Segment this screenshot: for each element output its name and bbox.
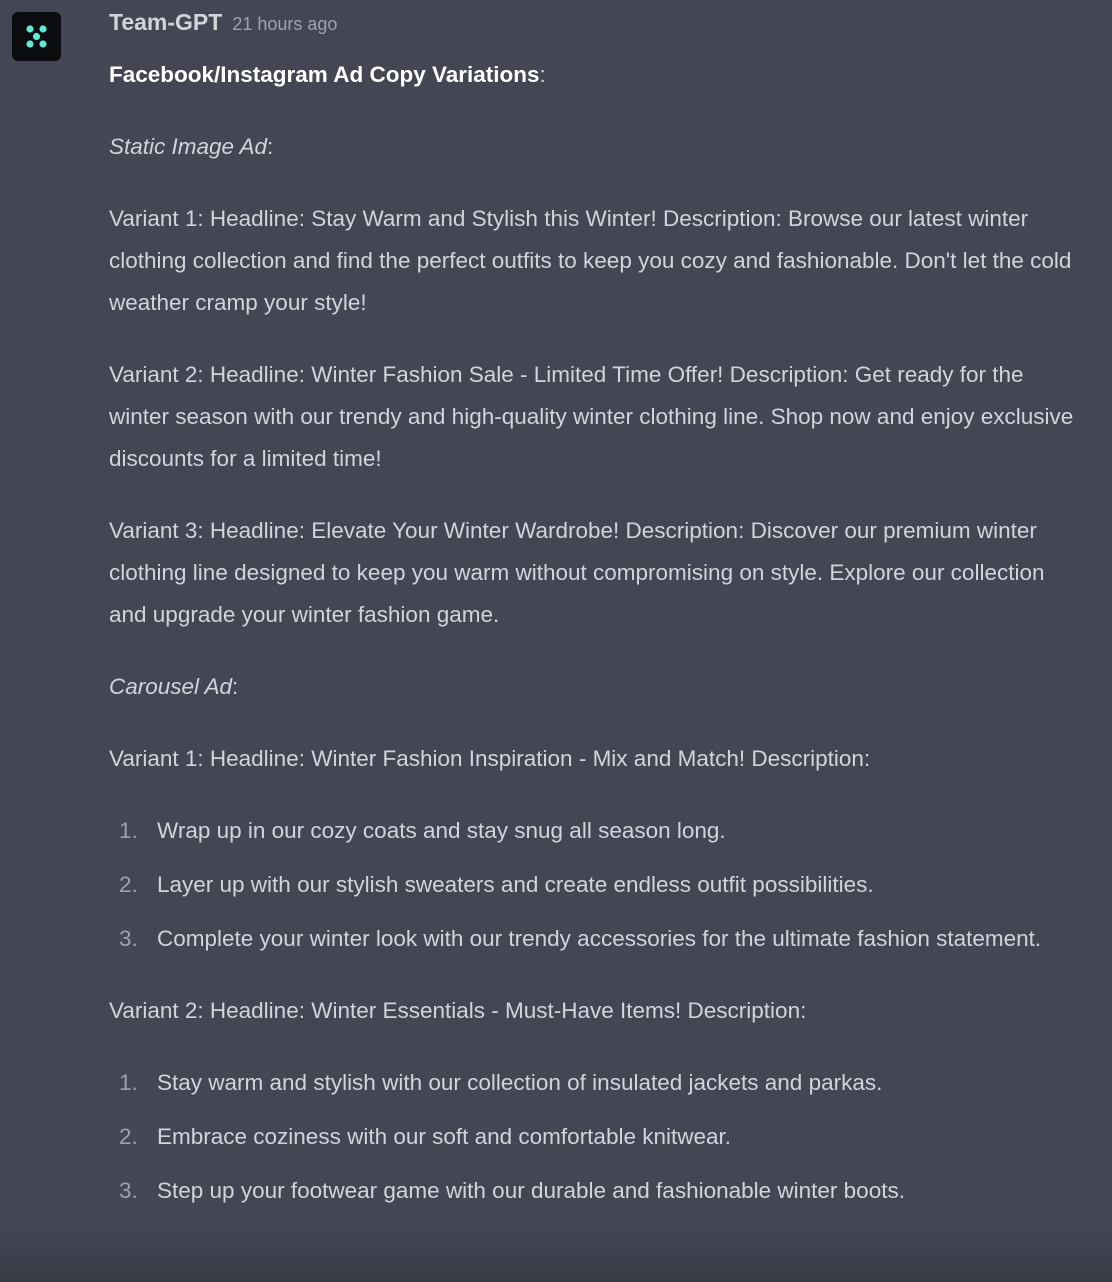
list-number: 1. — [119, 818, 138, 843]
list-item-text: Embrace coziness with our soft and comfortable knitwear. — [157, 1124, 732, 1149]
static-ad-label-text: Static Image Ad — [109, 134, 267, 159]
author-name: Team-GPT — [109, 9, 223, 35]
list-item-text: Stay warm and stylish with our collection of insulated jackets and parkas. — [157, 1070, 883, 1095]
avatar — [12, 12, 61, 61]
carousel-variant-2: Variant 2: Headline: Winter Essentials - Must-Have Items! Description: — [109, 998, 807, 1023]
list-number: 3. — [119, 1178, 138, 1203]
carousel-ad-label — [109, 666, 1084, 708]
carousel-ad-label-text: Carousel Ad — [109, 674, 232, 699]
list-number: 3. — [119, 926, 138, 951]
static-ad-label — [109, 126, 1084, 168]
list-item-text: Wrap up in our cozy coats and stay snug all season long. — [157, 818, 726, 843]
list-item — [109, 810, 1084, 852]
list-item — [109, 1170, 1084, 1212]
message-header — [109, 9, 337, 36]
list-item-text: Complete your winter look with our trendy accessories for the ultimate fashion statement. — [157, 926, 1042, 951]
heading-text: Facebook/Instagram Ad Copy Variations — [109, 62, 540, 87]
carousel-variant-2-list — [109, 1062, 1084, 1212]
static-variant-1: Variant 1: Headline: Stay Warm and Stylish this Winter! Description: Browse our latest winter clothing collection and find the perfect outfits to keep you cozy and fashionable. Don't let the cold weather cramp your style! — [109, 206, 1072, 315]
carousel-ad-colon: : — [231, 674, 239, 699]
carousel-variant-1-list — [109, 810, 1084, 960]
list-number: 2. — [119, 872, 138, 897]
list-item — [109, 1062, 1084, 1104]
list-item — [109, 864, 1084, 906]
list-item — [109, 918, 1084, 960]
list-number: 1. — [119, 1070, 138, 1095]
list-item — [109, 1116, 1084, 1158]
static-variant-3: Variant 3: Headline: Elevate Your Winter Wardrobe! Description: Discover our premium winter clothing line designed to keep you warm without compromising on style. Explore our collection and upgrade your winter fashion game. — [109, 518, 1045, 627]
heading-colon: : — [539, 62, 546, 87]
message-body — [109, 54, 1084, 1242]
section-heading — [109, 54, 1084, 96]
static-ad-colon: : — [267, 134, 274, 159]
timestamp: 21 hours ago — [232, 14, 338, 34]
list-item-text: Layer up with our stylish sweaters and create endless outfit possibilities. — [157, 872, 874, 897]
team-gpt-logo-icon — [12, 12, 61, 61]
list-item-text: Step up your footwear game with our durable and fashionable winter boots. — [157, 1178, 905, 1203]
list-number: 2. — [119, 1124, 138, 1149]
carousel-variant-1: Variant 1: Headline: Winter Fashion Inspiration - Mix and Match! Description: — [109, 746, 871, 771]
static-variant-2: Variant 2: Headline: Winter Fashion Sale - Limited Time Offer! Description: Get ready for the winter season with our trendy and high-quality winter clothing line. Shop now and enjoy exclusive discounts for a limited time! — [109, 362, 1074, 471]
